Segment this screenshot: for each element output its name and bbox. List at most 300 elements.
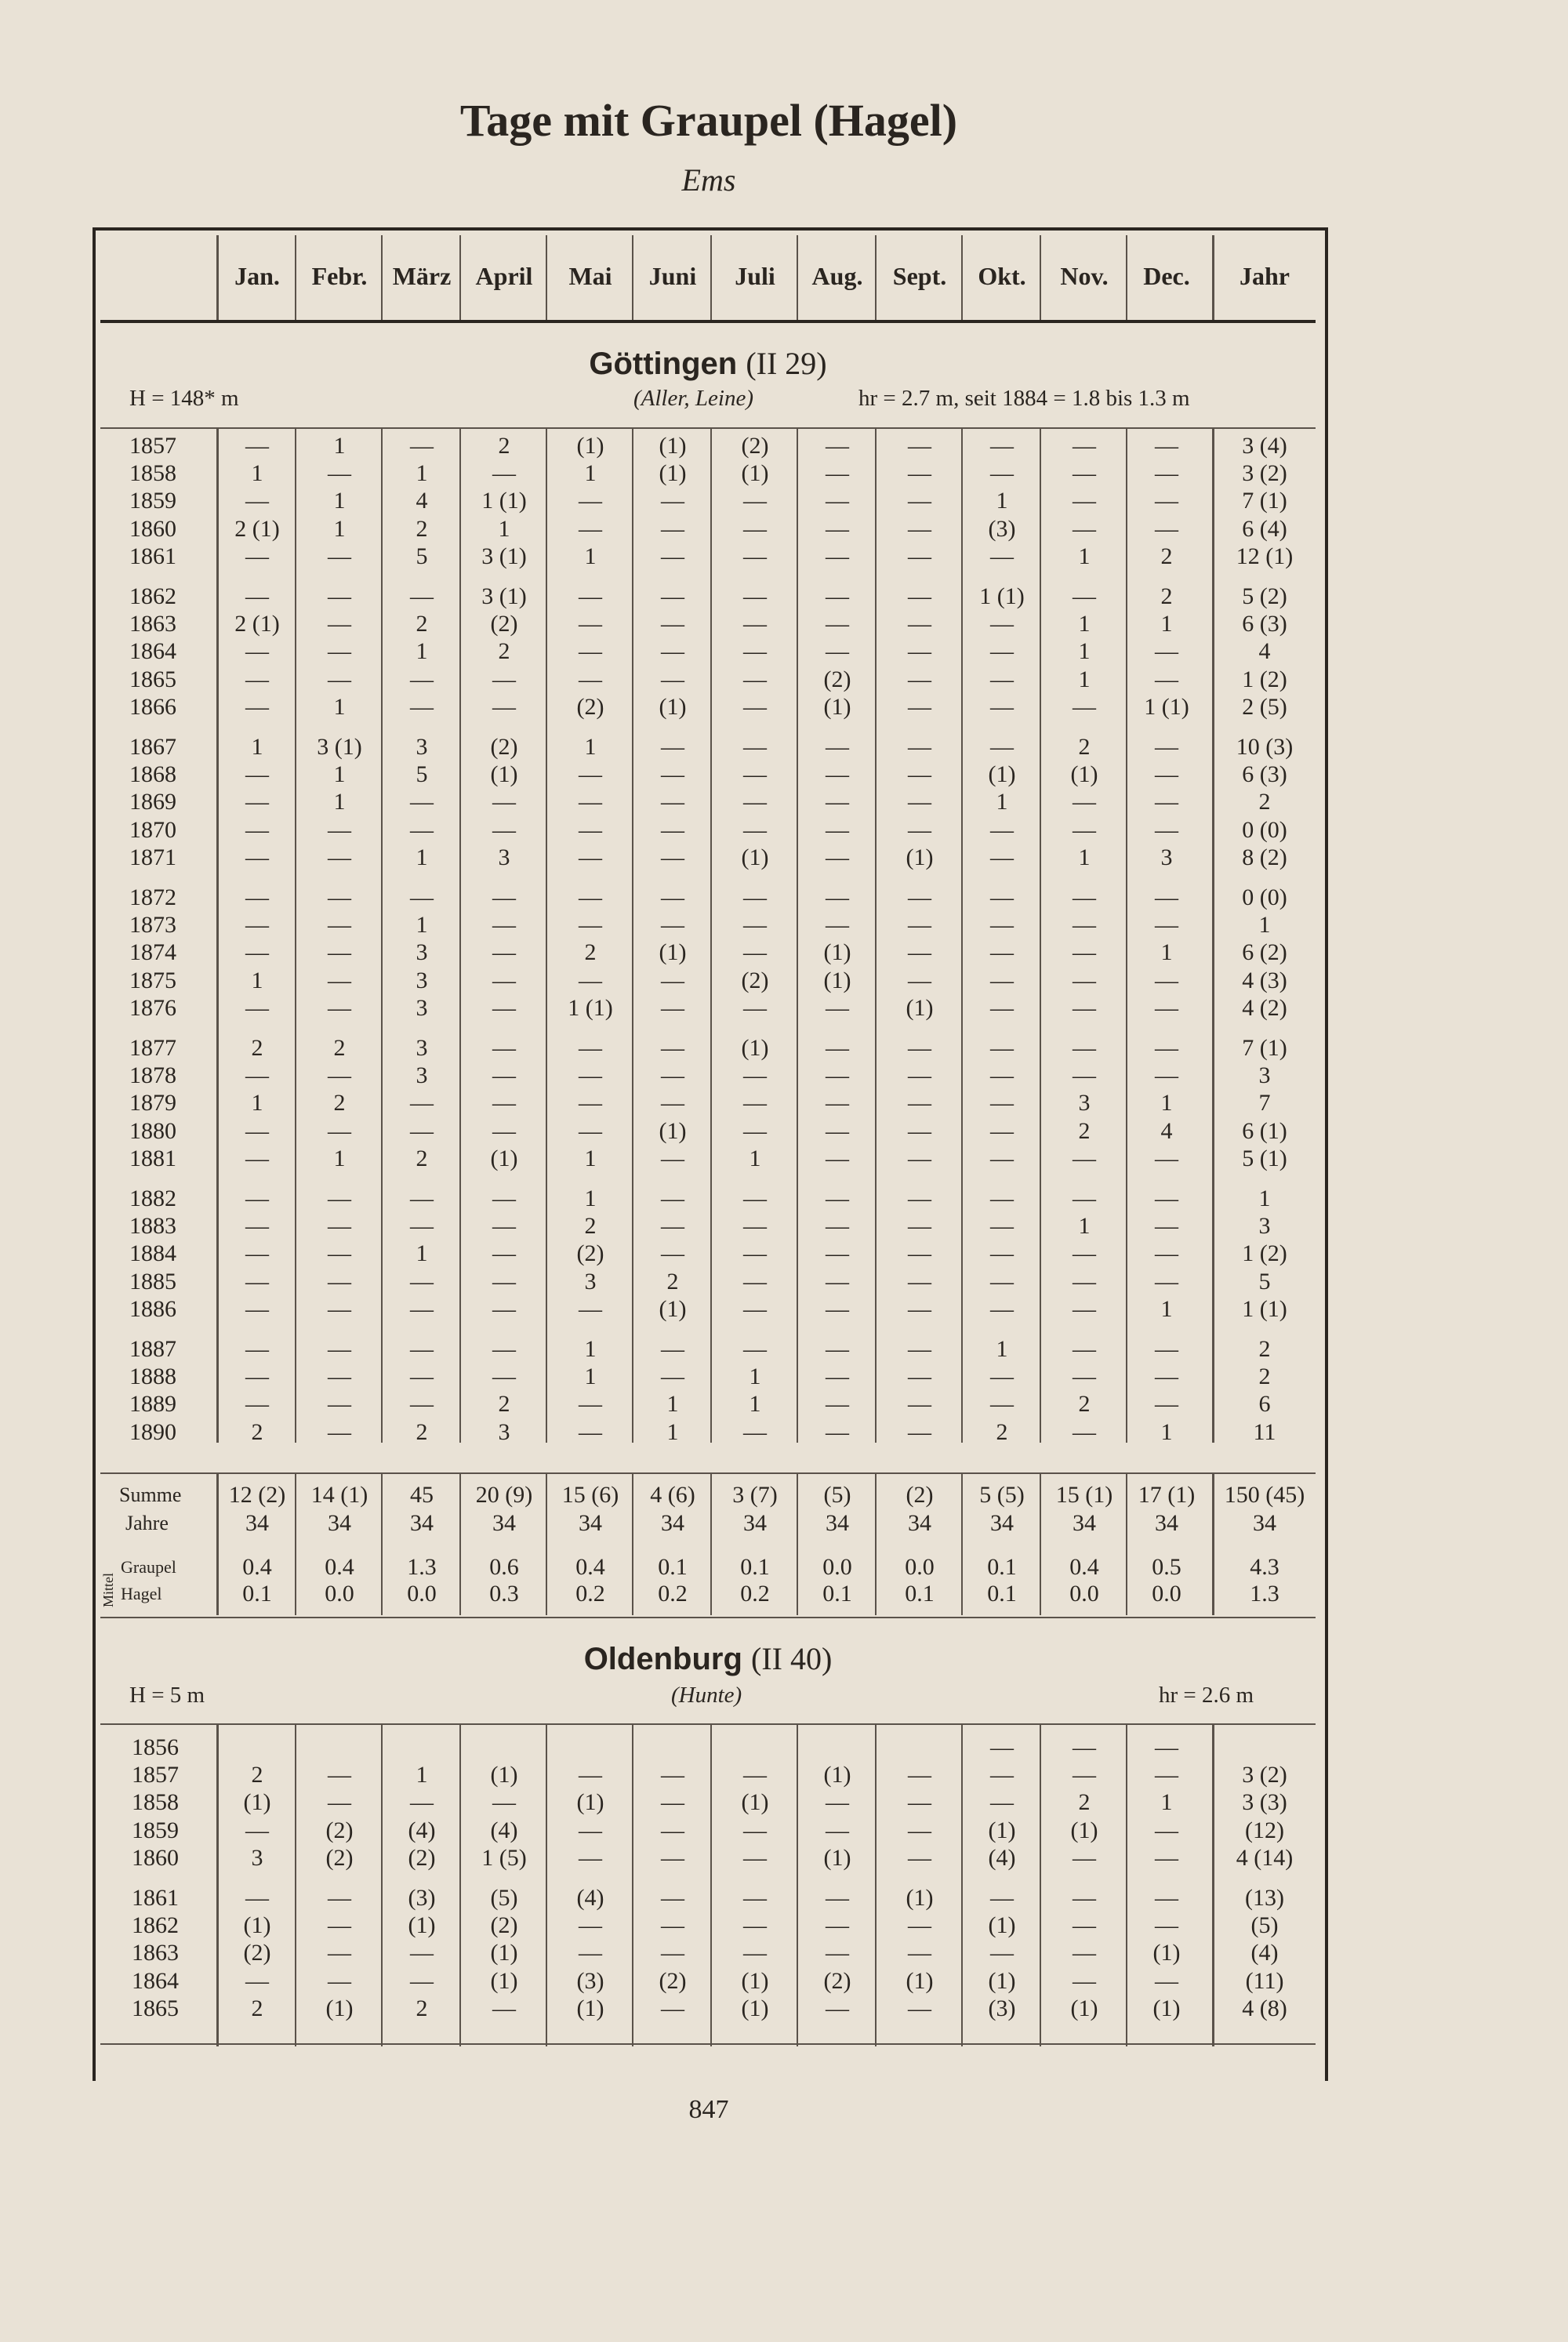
row-year: 1857 xyxy=(129,433,176,459)
cell-jul: — xyxy=(743,1062,767,1089)
summe-nov: 15 (1) xyxy=(1055,1482,1113,1508)
col-header-feb: Febr. xyxy=(311,262,368,290)
cell-apr: (2) xyxy=(490,611,518,637)
graupel-label: Graupel xyxy=(121,1557,176,1577)
cell-year: (5) xyxy=(1250,1912,1279,1939)
cell-dec: — xyxy=(1155,433,1178,459)
cell-aug: — xyxy=(826,994,849,1021)
cell-feb: 1 xyxy=(333,488,346,514)
column-divider xyxy=(875,1472,877,1615)
cell-feb: 2 xyxy=(333,1090,346,1117)
station-hr: hr = 2.7 m, seit 1884 = 1.8 bis 1.3 m xyxy=(858,386,1190,411)
cell-jun: — xyxy=(661,666,684,692)
cell-oct: (4) xyxy=(988,1844,1016,1871)
cell-oct: — xyxy=(990,1213,1014,1240)
cell-apr: 1 (1) xyxy=(481,488,527,514)
cell-aug: — xyxy=(826,1940,849,1966)
row-year: 1890 xyxy=(129,1418,176,1445)
cell-apr: — xyxy=(492,693,516,720)
cell-sep: — xyxy=(908,1145,931,1171)
cell-mar: — xyxy=(410,884,434,910)
column-divider xyxy=(295,235,296,320)
cell-aug: (1) xyxy=(823,1844,851,1871)
cell-mar: 1 xyxy=(416,1240,428,1267)
row-year: 1875 xyxy=(129,967,176,993)
cell-nov: — xyxy=(1073,1186,1096,1211)
station-rivers: (Hunte) xyxy=(671,1683,742,1708)
cell-mar: — xyxy=(410,583,434,609)
column-divider xyxy=(875,427,877,1443)
cell-sep: — xyxy=(908,816,931,843)
cell-oct: — xyxy=(990,1062,1014,1089)
row-year: 1860 xyxy=(132,1844,179,1871)
cell-jun: — xyxy=(661,488,684,514)
cell-jul: — xyxy=(743,1295,767,1322)
cell-sep: — xyxy=(908,912,931,939)
graupel-sep: 0.0 xyxy=(905,1554,935,1580)
column-divider xyxy=(961,1472,963,1615)
cell-mar: 2 xyxy=(416,515,428,542)
cell-mar: — xyxy=(410,816,434,843)
cell-nov: — xyxy=(1073,460,1096,487)
cell-feb: — xyxy=(328,1967,351,1994)
cell-jun: — xyxy=(661,967,684,993)
cell-may: — xyxy=(579,666,602,692)
cell-mar: 3 xyxy=(416,734,428,760)
col-header-dec: Dec. xyxy=(1143,262,1190,290)
cell-mar: (2) xyxy=(408,1844,436,1871)
col-header-nov: Nov. xyxy=(1060,262,1109,290)
row-year: 1863 xyxy=(129,611,176,637)
col-header-may: Mai xyxy=(568,262,612,290)
cell-feb: — xyxy=(328,884,351,910)
cell-apr: 2 xyxy=(498,1391,510,1418)
cell-aug: — xyxy=(826,488,849,514)
cell-jan: — xyxy=(245,1240,269,1267)
row-year: 1881 xyxy=(129,1145,176,1171)
summe-mar: 45 xyxy=(410,1482,434,1508)
cell-nov: — xyxy=(1073,1062,1096,1089)
cell-mar: 1 xyxy=(416,1762,428,1788)
cell-feb: — xyxy=(328,460,351,487)
cell-dec: 2 xyxy=(1160,543,1173,569)
cell-feb: — xyxy=(328,666,351,692)
cell-sep: — xyxy=(908,1213,931,1240)
row-year: 1874 xyxy=(129,939,176,966)
cell-jun: (1) xyxy=(659,693,687,720)
cell-year: 4 (2) xyxy=(1242,994,1287,1021)
cell-apr: (1) xyxy=(490,1145,518,1171)
cell-sep: (1) xyxy=(906,1885,934,1911)
cell-jul: — xyxy=(743,761,767,788)
cell-oct: — xyxy=(990,994,1014,1021)
cell-sep: — xyxy=(908,488,931,514)
cell-mar: 1 xyxy=(416,912,428,939)
cell-apr: — xyxy=(492,1240,516,1267)
cell-mar: — xyxy=(410,1391,434,1418)
cell-mar: 3 xyxy=(416,994,428,1021)
cell-may: (3) xyxy=(576,1967,604,1994)
jahre-sep: 34 xyxy=(908,1510,931,1536)
summe-jan: 12 (2) xyxy=(228,1482,286,1508)
cell-aug: — xyxy=(826,1090,849,1117)
cell-dec: 1 xyxy=(1160,1789,1173,1816)
cell-feb: — xyxy=(328,638,351,665)
row-year: 1866 xyxy=(129,693,176,720)
cell-feb: — xyxy=(328,1186,351,1211)
cell-may: 1 (1) xyxy=(568,994,613,1021)
hagel-dec: 0.0 xyxy=(1152,1581,1181,1607)
cell-may: — xyxy=(579,1844,602,1871)
column-divider xyxy=(1126,427,1127,1443)
cell-may: 1 xyxy=(584,734,597,760)
cell-feb: — xyxy=(328,543,351,569)
cell-year: 0 (0) xyxy=(1242,816,1287,843)
cell-oct: — xyxy=(990,967,1014,993)
cell-aug: — xyxy=(826,433,849,459)
cell-dec: 2 xyxy=(1160,583,1173,609)
cell-oct: 1 xyxy=(996,1336,1008,1362)
cell-may: — xyxy=(579,1940,602,1966)
cell-may: 1 xyxy=(584,1145,597,1171)
column-divider xyxy=(1126,235,1127,320)
cell-jul: — xyxy=(743,1817,767,1843)
cell-sep: — xyxy=(908,1363,931,1390)
cell-sep: — xyxy=(908,734,931,760)
cell-dec: — xyxy=(1155,1391,1178,1418)
column-divider xyxy=(1126,1472,1127,1615)
column-divider xyxy=(459,235,461,320)
cell-year: 6 (3) xyxy=(1242,761,1287,788)
cell-apr: — xyxy=(492,1062,516,1089)
cell-year: 7 xyxy=(1258,1090,1271,1117)
cell-may: 1 xyxy=(584,460,597,487)
cell-aug: — xyxy=(826,1035,849,1061)
row-year: 1872 xyxy=(129,884,176,910)
cell-oct: — xyxy=(990,1391,1014,1418)
cell-may: (1) xyxy=(576,1789,604,1816)
cell-oct: — xyxy=(990,1940,1014,1966)
cell-nov: 2 xyxy=(1078,1789,1091,1816)
cell-nov: — xyxy=(1073,1363,1096,1390)
column-divider xyxy=(381,427,383,1443)
hagel-jan: 0.1 xyxy=(242,1581,272,1607)
graupel-nov: 0.4 xyxy=(1069,1554,1099,1580)
cell-sep: — xyxy=(908,693,931,720)
cell-nov: — xyxy=(1073,1336,1096,1362)
row-year: 1859 xyxy=(132,1817,179,1843)
cell-jul: — xyxy=(743,611,767,637)
cell-mar: (1) xyxy=(408,1912,436,1939)
cell-may: (2) xyxy=(576,693,604,720)
column-divider xyxy=(961,235,963,320)
cell-year: 0 (0) xyxy=(1242,884,1287,910)
column-divider xyxy=(1040,235,1041,320)
cell-year: 3 (3) xyxy=(1242,1789,1287,1816)
cell-oct: 2 xyxy=(996,1418,1008,1445)
column-divider xyxy=(546,427,547,1443)
row-year: 1863 xyxy=(132,1940,179,1966)
row-year: 1880 xyxy=(129,1117,176,1144)
cell-jan: — xyxy=(245,1268,269,1294)
row-year: 1862 xyxy=(132,1912,179,1939)
cell-may: — xyxy=(579,884,602,910)
cell-dec: 1 xyxy=(1160,1418,1173,1445)
cell-may: (1) xyxy=(576,1995,604,2021)
hagel-jun: 0.2 xyxy=(658,1581,688,1607)
cell-mar: — xyxy=(410,1940,434,1966)
cell-jan: — xyxy=(245,583,269,609)
cell-jan: — xyxy=(245,638,269,665)
cell-jun: — xyxy=(661,1844,684,1871)
cell-may: 1 xyxy=(584,1336,597,1362)
cell-jul: (2) xyxy=(741,967,769,993)
cell-jun: (1) xyxy=(659,433,687,459)
row-year: 1859 xyxy=(129,488,176,514)
cell-oct: — xyxy=(990,734,1014,760)
cell-aug: — xyxy=(826,1268,849,1294)
cell-aug: — xyxy=(826,1145,849,1171)
cell-jun: — xyxy=(661,1186,684,1211)
column-divider xyxy=(1212,1723,1214,2046)
cell-jan: — xyxy=(245,1817,269,1843)
row-year: 1862 xyxy=(129,583,176,609)
cell-aug: — xyxy=(826,611,849,637)
row-year: 1889 xyxy=(129,1391,176,1418)
cell-feb: 1 xyxy=(333,789,346,815)
row-year: 1888 xyxy=(129,1363,176,1390)
column-divider xyxy=(295,1723,296,2046)
cell-jul: — xyxy=(743,1336,767,1362)
cell-oct: — xyxy=(990,638,1014,665)
jahre-oct: 34 xyxy=(990,1510,1014,1536)
cell-may: — xyxy=(579,1912,602,1939)
cell-feb: — xyxy=(328,583,351,609)
cell-jul: (1) xyxy=(741,1789,769,1816)
cell-mar: 3 xyxy=(416,1035,428,1061)
cell-dec: — xyxy=(1155,515,1178,542)
cell-jun: — xyxy=(661,1035,684,1061)
cell-apr: — xyxy=(492,1186,516,1211)
cell-nov: — xyxy=(1073,1940,1096,1966)
row-year: 1876 xyxy=(129,994,176,1021)
cell-apr: 3 (1) xyxy=(481,543,527,569)
row-year: 1873 xyxy=(129,912,176,939)
station-height: H = 5 m xyxy=(129,1683,205,1708)
jahre-year: 34 xyxy=(1253,1510,1276,1536)
jahre-jun: 34 xyxy=(661,1510,684,1536)
graupel-jun: 0.1 xyxy=(658,1554,688,1580)
jahre-label: Jahre xyxy=(125,1512,169,1534)
column-divider xyxy=(216,1472,219,1615)
summe-aug: (5) xyxy=(823,1482,851,1508)
hagel-may: 0.2 xyxy=(575,1581,605,1607)
section-rule xyxy=(100,1617,1316,1618)
cell-dec: — xyxy=(1155,1844,1178,1871)
cell-aug: — xyxy=(826,734,849,760)
cell-year: 12 (1) xyxy=(1236,543,1294,569)
cell-nov: 2 xyxy=(1078,1117,1091,1144)
cell-dec: — xyxy=(1155,1145,1178,1171)
cell-feb: (1) xyxy=(325,1995,354,2021)
column-divider xyxy=(459,1472,461,1615)
cell-apr: — xyxy=(492,939,516,966)
cell-apr: (1) xyxy=(490,1762,518,1788)
cell-year: 2 xyxy=(1258,1336,1271,1362)
cell-nov: 3 xyxy=(1078,1090,1091,1117)
cell-nov: — xyxy=(1073,1885,1096,1911)
cell-jun: — xyxy=(661,638,684,665)
summe-feb: 14 (1) xyxy=(310,1482,368,1508)
cell-year: 3 xyxy=(1258,1213,1271,1240)
cell-apr: — xyxy=(492,1295,516,1322)
cell-mar: — xyxy=(410,1117,434,1144)
cell-apr: — xyxy=(492,666,516,692)
cell-sep: — xyxy=(908,939,931,966)
cell-sep: — xyxy=(908,1912,931,1939)
cell-aug: — xyxy=(826,912,849,939)
cell-jan: 2 xyxy=(251,1995,263,2021)
cell-jan: — xyxy=(245,1391,269,1418)
cell-feb: — xyxy=(328,1117,351,1144)
column-divider xyxy=(710,427,712,1443)
cell-jun: — xyxy=(661,844,684,870)
cell-apr: — xyxy=(492,1336,516,1362)
cell-oct: (1) xyxy=(988,1817,1016,1843)
cell-apr: 2 xyxy=(498,638,510,665)
column-divider xyxy=(1212,235,1214,320)
cell-aug: — xyxy=(826,460,849,487)
cell-aug: — xyxy=(826,1391,849,1418)
cell-jun: — xyxy=(661,515,684,542)
cell-oct: — xyxy=(990,816,1014,843)
cell-dec: 1 (1) xyxy=(1144,693,1189,720)
column-divider xyxy=(710,1472,712,1615)
cell-nov: — xyxy=(1073,1967,1096,1994)
row-year: 1857 xyxy=(132,1762,179,1788)
row-year: 1867 xyxy=(129,734,176,760)
cell-dec: — xyxy=(1155,1912,1178,1939)
cell-apr: 3 (1) xyxy=(481,583,527,609)
col-header-apr: April xyxy=(475,262,533,290)
graupel-oct: 0.1 xyxy=(987,1554,1017,1580)
cell-oct: — xyxy=(990,1295,1014,1322)
cell-oct: — xyxy=(990,693,1014,720)
cell-nov: 1 xyxy=(1078,638,1091,665)
cell-sep: — xyxy=(908,1762,931,1788)
cell-apr: (5) xyxy=(490,1885,518,1911)
cell-year: 7 (1) xyxy=(1242,488,1287,514)
cell-jan: — xyxy=(245,1295,269,1322)
cell-jul: — xyxy=(743,789,767,815)
cell-jun: 1 xyxy=(666,1391,679,1418)
cell-jan: — xyxy=(245,789,269,815)
cell-sep: — xyxy=(908,543,931,569)
cell-dec: — xyxy=(1155,1762,1178,1788)
cell-oct: — xyxy=(990,543,1014,569)
cell-dec: — xyxy=(1155,488,1178,514)
cell-sep: — xyxy=(908,666,931,692)
cell-may: 1 xyxy=(584,1363,597,1390)
row-year: 1861 xyxy=(129,543,176,569)
cell-year: 4 (8) xyxy=(1242,1995,1287,2021)
station-rivers: (Aller, Leine) xyxy=(633,386,754,411)
cell-oct: — xyxy=(990,1734,1014,1760)
cell-apr: (1) xyxy=(490,1967,518,1994)
row-year: 1884 xyxy=(129,1240,176,1267)
cell-may: — xyxy=(579,1391,602,1418)
table-header xyxy=(100,235,1316,323)
cell-oct: — xyxy=(990,939,1014,966)
cell-nov: — xyxy=(1073,967,1096,993)
cell-apr: — xyxy=(492,1090,516,1117)
cell-jan: — xyxy=(245,1967,269,1994)
cell-feb: 1 xyxy=(333,515,346,542)
cell-sep: — xyxy=(908,1817,931,1843)
cell-dec: 1 xyxy=(1160,1295,1173,1322)
cell-may: 2 xyxy=(584,939,597,966)
cell-feb: 1 xyxy=(333,1145,346,1171)
column-divider xyxy=(295,1472,296,1615)
cell-sep: — xyxy=(908,1391,931,1418)
column-divider xyxy=(216,427,219,1443)
row-year: 1865 xyxy=(129,666,176,692)
cell-aug: — xyxy=(826,1186,849,1211)
summe-year: 150 (45) xyxy=(1224,1482,1305,1508)
hagel-year: 1.3 xyxy=(1250,1581,1279,1607)
cell-year: 2 (5) xyxy=(1242,693,1287,720)
cell-sep: — xyxy=(908,789,931,815)
graupel-dec: 0.5 xyxy=(1152,1554,1181,1580)
cell-may: 1 xyxy=(584,1186,597,1211)
column-divider xyxy=(546,1723,547,2046)
cell-sep: — xyxy=(908,1940,931,1966)
cell-apr: 3 xyxy=(498,1418,510,1445)
cell-nov: 2 xyxy=(1078,1391,1091,1418)
cell-nov: (1) xyxy=(1070,761,1098,788)
row-year: 1869 xyxy=(129,789,176,815)
column-divider xyxy=(216,235,219,320)
cell-nov: 1 xyxy=(1078,844,1091,870)
cell-jan: — xyxy=(245,1062,269,1089)
graupel-aug: 0.0 xyxy=(822,1554,852,1580)
cell-mar: — xyxy=(410,1967,434,1994)
summe-may: 15 (6) xyxy=(561,1482,619,1508)
cell-jan: — xyxy=(245,1885,269,1911)
jahre-apr: 34 xyxy=(492,1510,516,1536)
cell-oct: — xyxy=(990,1035,1014,1061)
cell-sep: — xyxy=(908,884,931,910)
cell-feb: — xyxy=(328,1940,351,1966)
cell-may: — xyxy=(579,967,602,993)
column-divider xyxy=(1040,427,1041,1443)
column-divider xyxy=(797,1723,798,2046)
cell-jul: (1) xyxy=(741,460,769,487)
cell-may: — xyxy=(579,844,602,870)
cell-jan: — xyxy=(245,1213,269,1240)
cell-feb: 1 xyxy=(333,761,346,788)
col-header-sep: Sept. xyxy=(892,262,947,290)
summe-label: Summe xyxy=(119,1483,182,1506)
row-year: 1879 xyxy=(129,1090,176,1117)
cell-jul: — xyxy=(743,1762,767,1788)
cell-aug: — xyxy=(826,844,849,870)
cell-dec: — xyxy=(1155,761,1178,788)
cell-apr: — xyxy=(492,1789,516,1816)
cell-jul: — xyxy=(743,1213,767,1240)
row-year: 1887 xyxy=(129,1336,176,1362)
cell-feb: — xyxy=(328,816,351,843)
